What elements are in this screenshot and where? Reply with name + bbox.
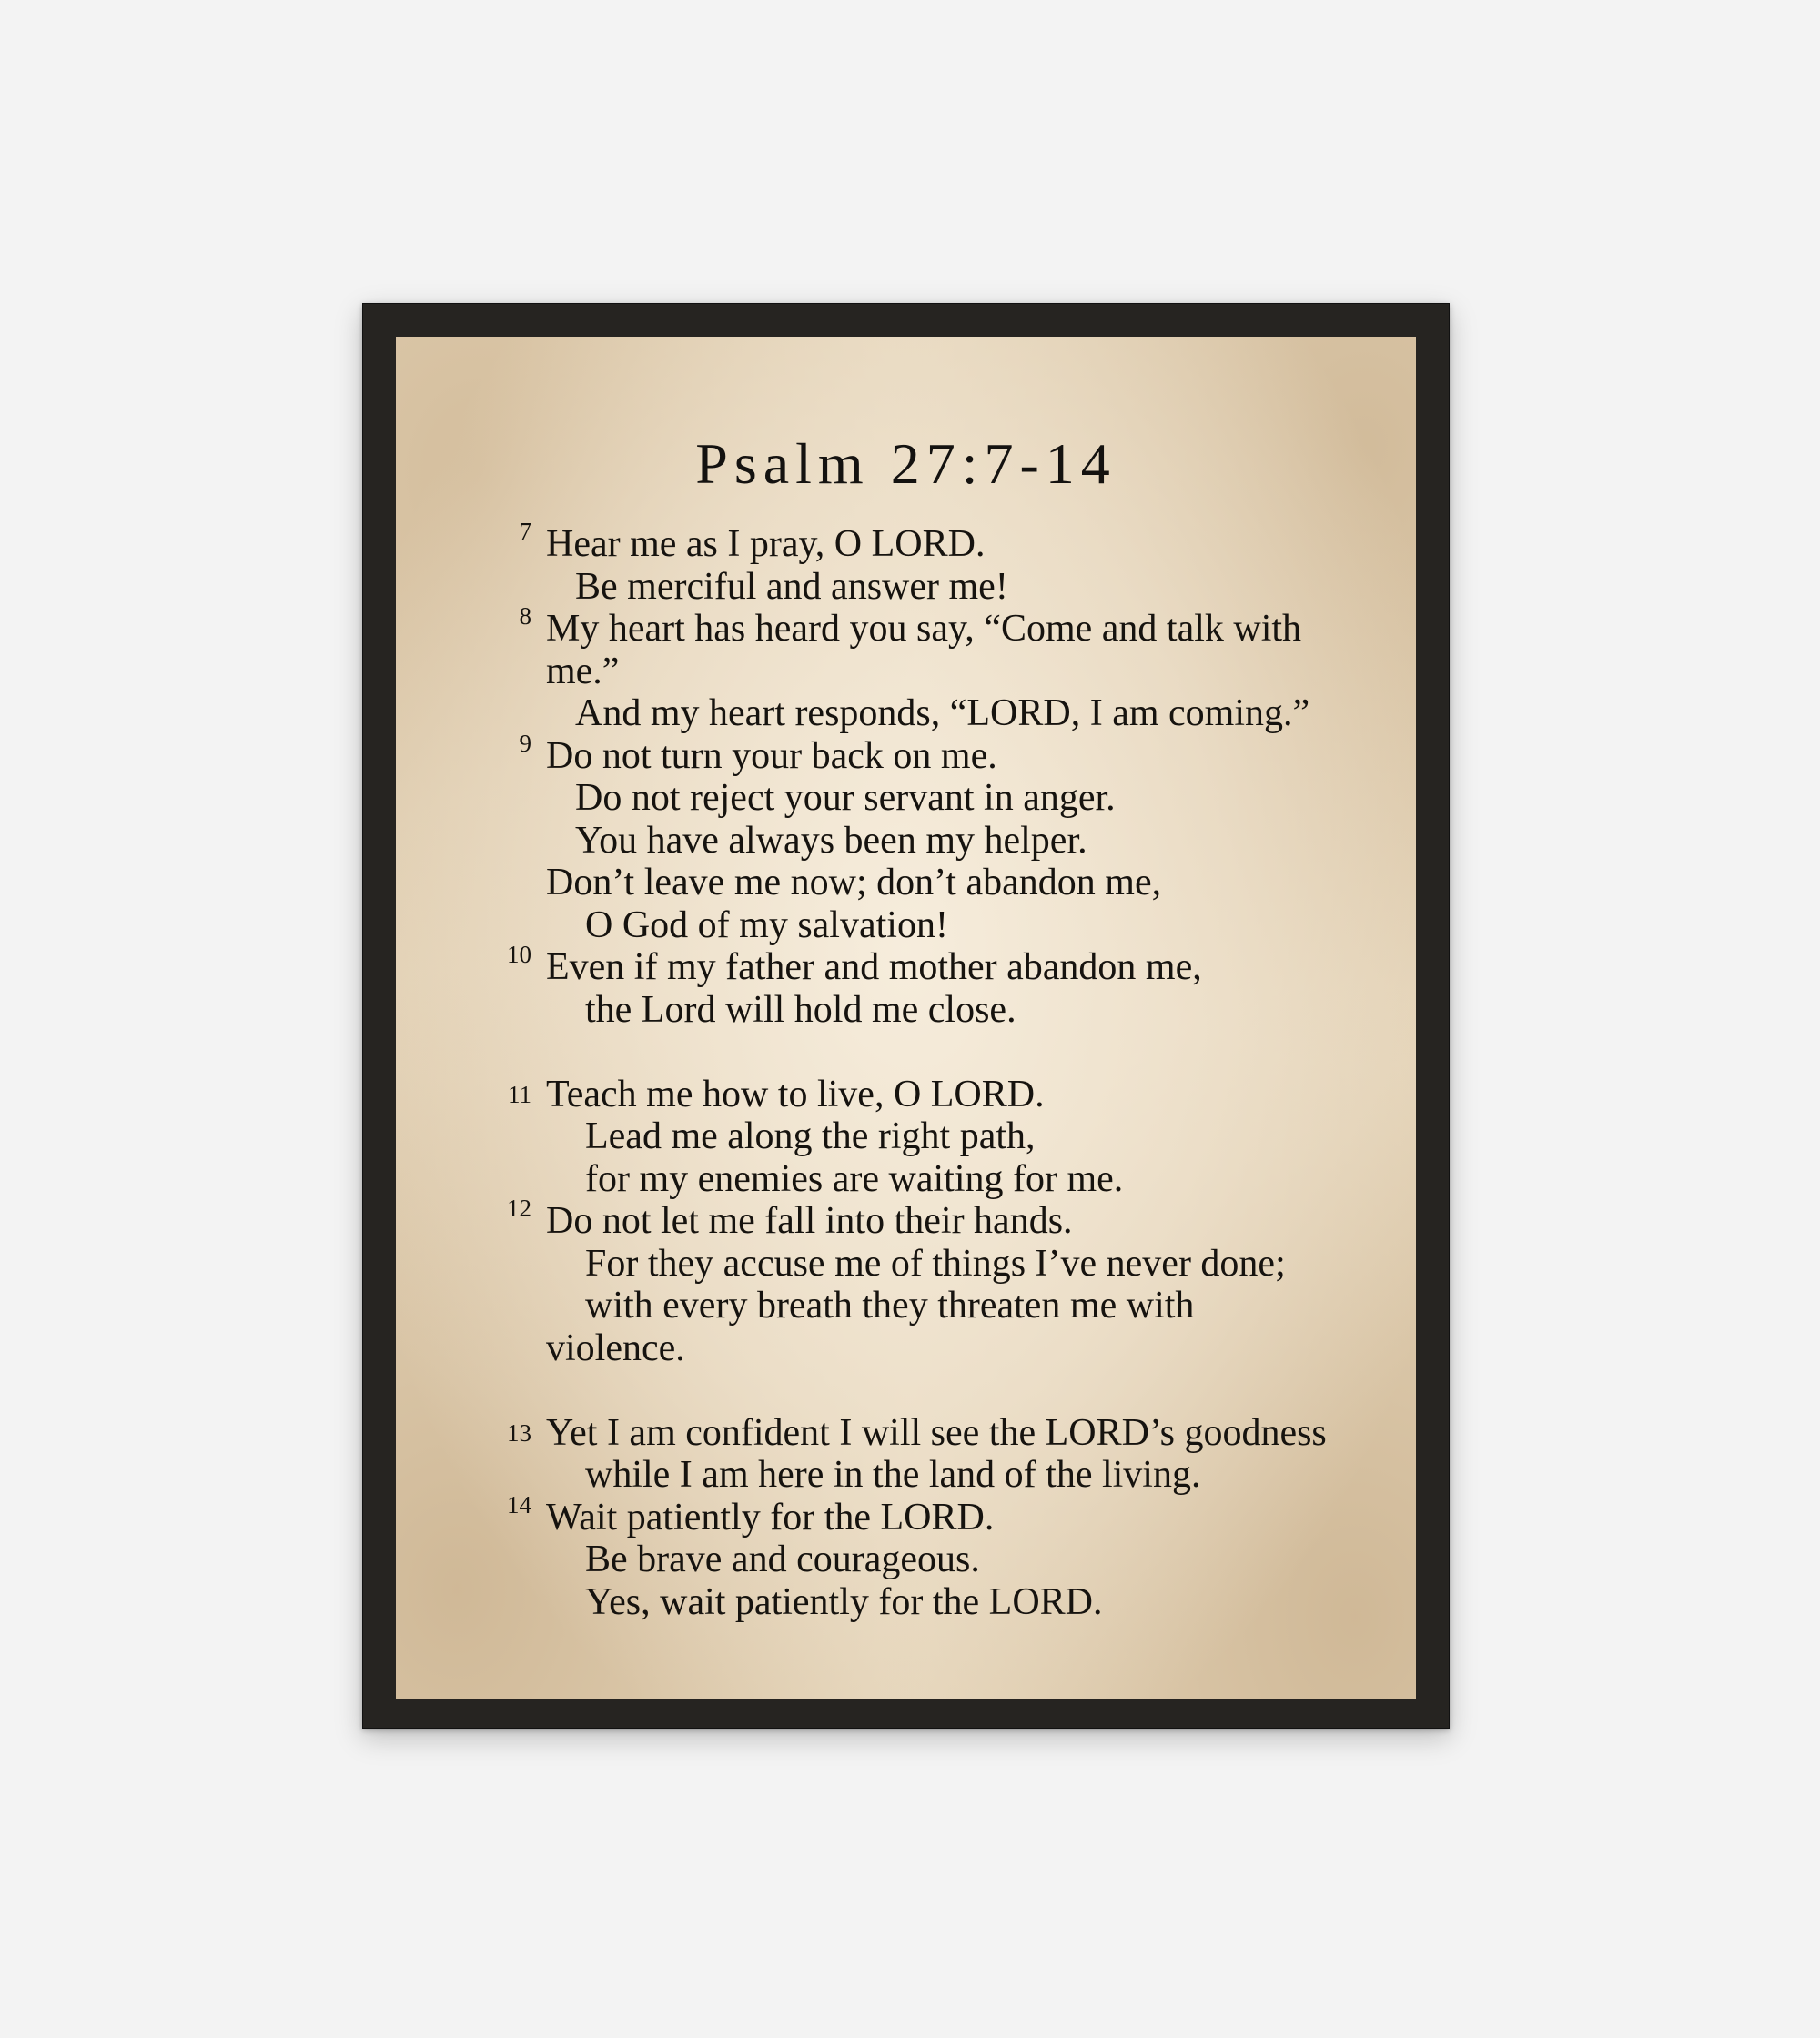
verse-text: violence.	[546, 1327, 685, 1369]
verse-text: Be merciful and answer me!	[575, 565, 1008, 608]
verse-text: for my enemies are waiting for me.	[585, 1157, 1124, 1200]
verse-number: 7	[519, 518, 531, 545]
verse-text: Wait patiently for the LORD.	[546, 1496, 995, 1539]
scripture-text	[507, 518, 1365, 1623]
verse-text: Hear me as I pray, O LORD.	[546, 523, 986, 565]
verse-line	[546, 1539, 1365, 1581]
verse-line	[507, 1490, 1365, 1539]
verse-line	[546, 651, 1365, 693]
verse-text: My heart has heard you say, “Come and talk with	[546, 608, 1302, 650]
verse-number: 8	[519, 602, 531, 630]
verse-text: Do not let me fall into their hands.	[546, 1200, 1073, 1242]
verse-text: And my heart responds, “LORD, I am coming.”	[575, 692, 1310, 734]
verse-line	[546, 989, 1365, 1032]
verse-line	[546, 1158, 1365, 1201]
verse-line	[507, 1195, 1365, 1243]
verse-line	[546, 1243, 1365, 1286]
verse-line	[546, 904, 1365, 947]
verse-text: Yet I am confident I will see the LORD’s goodness	[546, 1411, 1327, 1454]
verse-text: Don’t leave me now; don’t abandon me,	[546, 862, 1162, 903]
verse-text: Do not turn your back on me.	[546, 734, 997, 777]
verse-line	[546, 777, 1365, 820]
verse-line	[508, 1031, 1365, 1115]
verse-text: Do not reject your servant in anger.	[575, 777, 1116, 819]
verse-number: 10	[507, 941, 531, 968]
verse-line	[507, 1369, 1365, 1454]
verse-line	[546, 1327, 1365, 1370]
verse-number: 11	[508, 1080, 531, 1108]
verse-text: the Lord will hold me close.	[585, 988, 1016, 1031]
verse-line	[546, 1454, 1365, 1497]
verse-line	[507, 941, 1365, 989]
verse-line	[546, 862, 1365, 904]
verse-text: O God of my salvation!	[585, 903, 948, 946]
verse-line	[546, 692, 1365, 735]
verse-line	[546, 1285, 1365, 1327]
verse-line	[546, 1581, 1365, 1624]
verse-line	[546, 566, 1365, 609]
picture-frame	[362, 303, 1450, 1729]
verse-text: Even if my father and mother abandon me,	[546, 946, 1202, 988]
verse-text: Lead me along the right path,	[585, 1115, 1036, 1157]
verse-line	[519, 518, 1365, 566]
verse-text: Yes, wait patiently for the LORD.	[585, 1580, 1103, 1623]
verse-text: For they accuse me of things I’ve never done;	[585, 1242, 1286, 1285]
verse-text: with every breath they threaten me with	[585, 1285, 1195, 1327]
verse-line	[519, 729, 1365, 778]
verse-text: me.”	[546, 650, 620, 692]
verse-number: 9	[519, 729, 531, 757]
verse-text: Be brave and courageous.	[585, 1539, 980, 1580]
verse-number: 14	[507, 1490, 531, 1518]
verse-number: 12	[507, 1195, 531, 1222]
verse-line	[519, 602, 1365, 651]
verse-line	[546, 820, 1365, 863]
verse-number: 13	[507, 1418, 531, 1447]
verse-text: while I am here in the land of the living.	[585, 1454, 1201, 1496]
verse-line	[546, 1115, 1365, 1158]
verse-text: Teach me how to live, O LORD.	[546, 1073, 1045, 1115]
verse-text: You have always been my helper.	[575, 819, 1087, 862]
psalm-title: Psalm 27:7-14	[695, 431, 1117, 496]
parchment-print	[396, 337, 1416, 1699]
